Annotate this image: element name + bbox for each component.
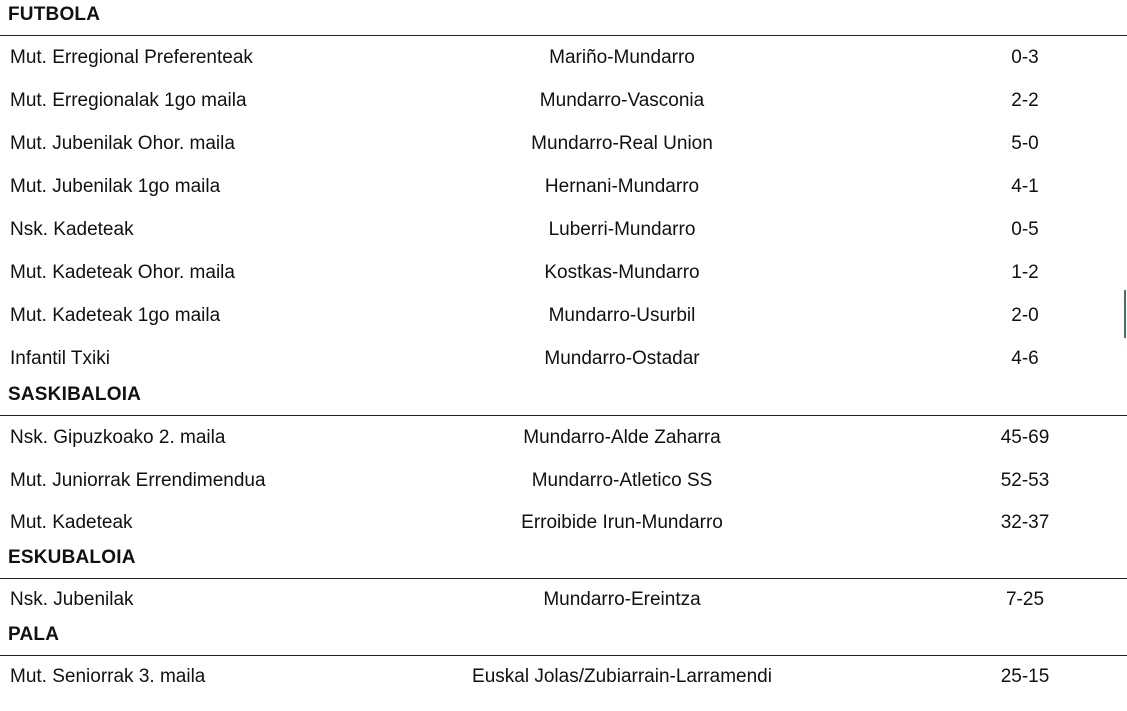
match-label: Mundarro-Real Union	[531, 132, 713, 154]
result-row	[0, 459, 1127, 502]
score-label: 2-2	[1011, 89, 1039, 111]
category-label: Nsk. Gipuzkoako 2. maila	[10, 426, 226, 448]
section-header	[0, 543, 1127, 579]
category-label: Mut. Juniorrak Errendimendua	[10, 469, 266, 491]
score-label: 2-0	[1011, 304, 1039, 326]
result-row	[0, 165, 1127, 208]
match-label: Mariño-Mundarro	[549, 46, 695, 68]
score-label: 45-69	[1000, 426, 1050, 448]
result-row	[0, 656, 1127, 697]
match-label: Hernani-Mundarro	[544, 175, 700, 197]
section-title: PALA	[8, 624, 60, 645]
result-row	[0, 122, 1127, 165]
category-label: Nsk. Kadeteak	[10, 218, 134, 240]
section-header	[0, 0, 1127, 36]
match-label: Kostkas-Mundarro	[544, 261, 700, 283]
match-label: Mundarro-Ereintza	[543, 588, 701, 610]
match-label: Euskal Jolas/Zubiarrain-Larramendi	[472, 665, 772, 687]
section-title: SASKIBALOIA	[8, 384, 142, 405]
category-label: Mut. Erregional Preferenteak	[10, 46, 253, 68]
result-row	[0, 251, 1127, 294]
score-label: 32-37	[1000, 511, 1050, 533]
section-saskibaloia	[0, 380, 1127, 543]
score-label: 0-5	[1011, 218, 1039, 240]
score-label: 4-6	[1011, 347, 1039, 369]
section-header	[0, 380, 1127, 416]
match-label: Mundarro-Atletico SS	[531, 469, 713, 491]
score-label: 5-0	[1011, 132, 1039, 154]
result-row	[0, 337, 1127, 380]
result-row	[0, 502, 1127, 543]
match-label: Mundarro-Vasconia	[539, 89, 705, 111]
category-label: Mut. Kadeteak	[10, 511, 133, 533]
score-label: 4-1	[1011, 175, 1039, 197]
section-title: FUTBOLA	[8, 4, 101, 25]
edge-divider	[1124, 290, 1126, 338]
section-eskubaloia	[0, 543, 1127, 620]
match-label: Erroibide Irun-Mundarro	[521, 511, 723, 533]
score-label: 25-15	[1000, 665, 1050, 687]
category-label: Mut. Jubenilak Ohor. maila	[10, 132, 235, 154]
section-header	[0, 620, 1127, 656]
category-label: Mut. Kadeteak Ohor. maila	[10, 261, 235, 283]
category-label: Mut. Kadeteak 1go maila	[10, 304, 221, 326]
score-label: 1-2	[1011, 261, 1039, 283]
match-label: Mundarro-Ostadar	[544, 347, 700, 369]
section-pala	[0, 620, 1127, 697]
category-label: Infantil Txiki	[10, 347, 110, 369]
category-label: Nsk. Jubenilak	[10, 588, 134, 610]
match-label: Luberri-Mundarro	[548, 218, 696, 240]
result-row	[0, 416, 1127, 459]
category-label: Mut. Jubenilak 1go maila	[10, 175, 221, 197]
score-label: 0-3	[1011, 46, 1039, 68]
match-label: Mundarro-Alde Zaharra	[523, 426, 721, 448]
score-label: 7-25	[1005, 588, 1045, 610]
section-title: ESKUBALOIA	[8, 547, 136, 568]
category-label: Mut. Erregionalak 1go maila	[10, 89, 247, 111]
score-label: 52-53	[1000, 469, 1050, 491]
result-row	[0, 36, 1127, 79]
result-row	[0, 208, 1127, 251]
result-row	[0, 79, 1127, 122]
match-label: Mundarro-Usurbil	[548, 304, 696, 326]
result-row	[0, 294, 1127, 337]
category-label: Mut. Seniorrak 3. maila	[10, 665, 206, 687]
result-row	[0, 579, 1127, 620]
